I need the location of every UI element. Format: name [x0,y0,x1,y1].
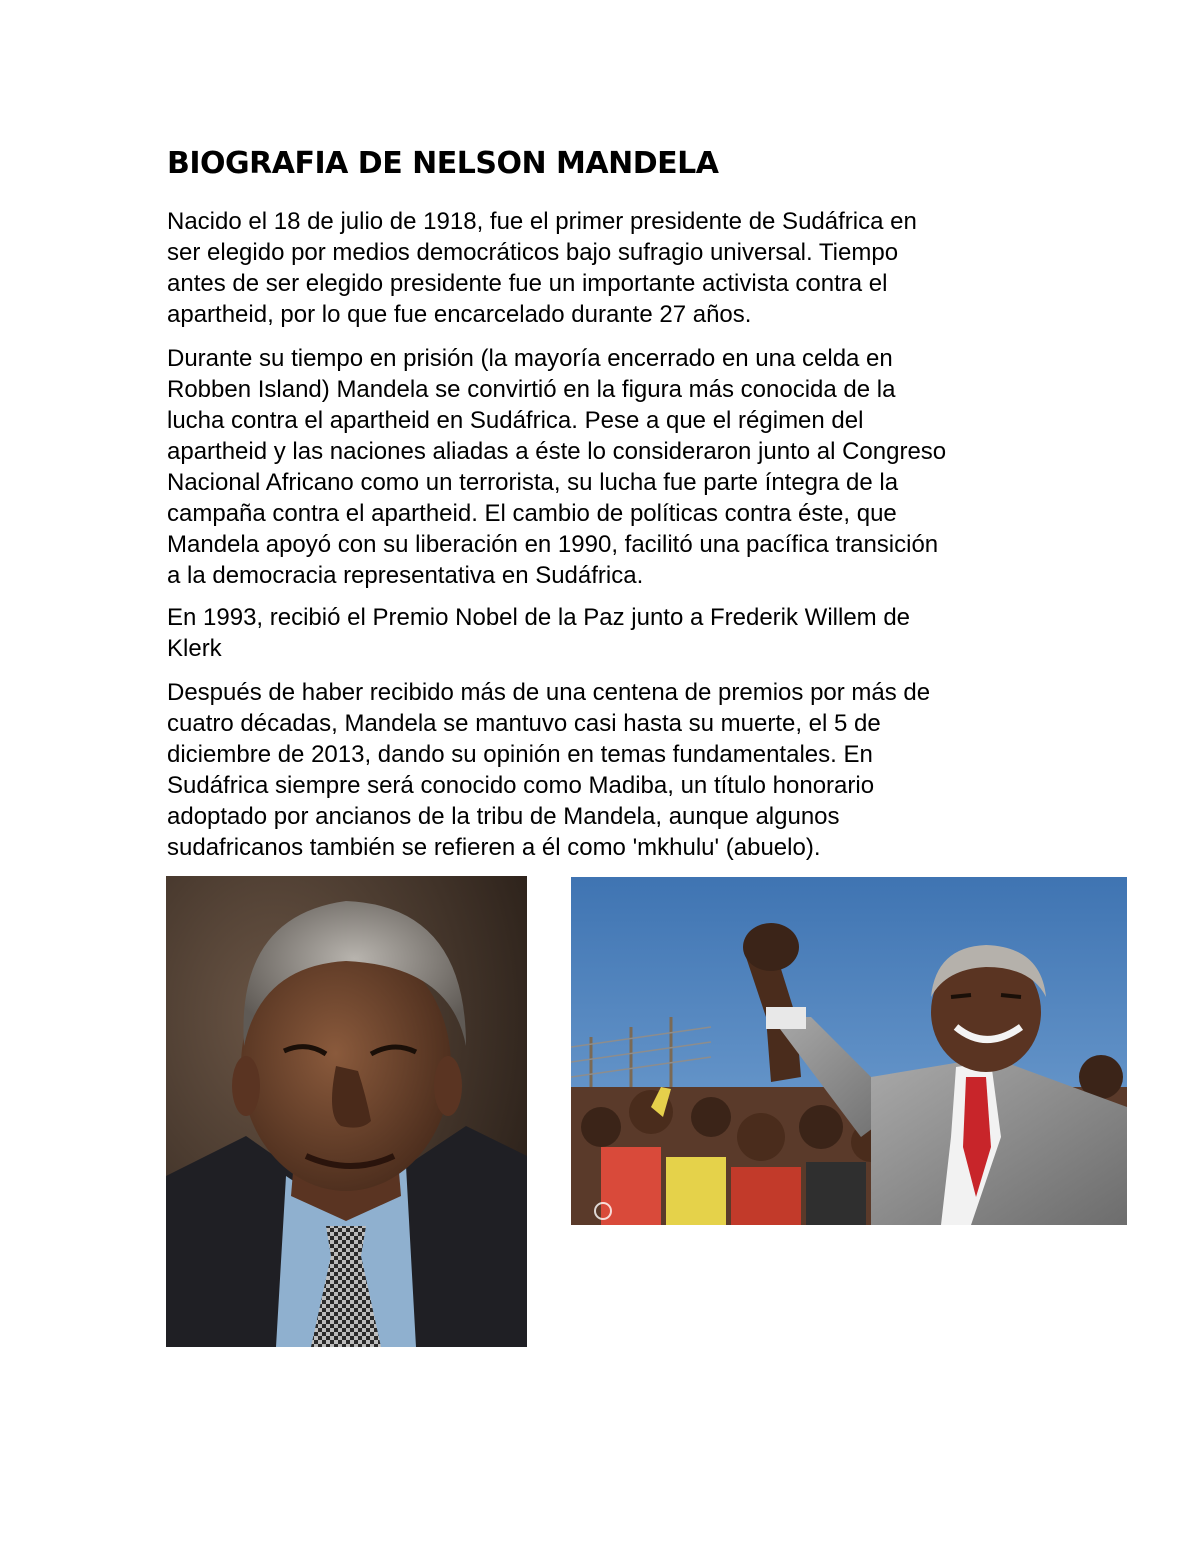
portrait-illustration [166,876,527,1347]
portrait-photo [166,876,527,1347]
rally-illustration [571,877,1127,1225]
paragraph-nobel: En 1993, recibió el Premio Nobel de la Paz junto a Frederik Willem de Klerk [167,604,911,662]
document-title: BIOGRAFIA DE NELSON MANDELA [167,146,719,181]
paragraph-legacy: Después de haber recibido más de una centena de premios por más de cuatro décadas, Mandela se mantuvo casi hasta su muerte, el 5 de diciembre de 2013, dando su opinión en temas fundamentales. En Sudáfrica siempre será conocido como Madiba, un título honorario adoptado por ancianos de la tribu de Mandela, aunque algunos sudafricanos también se refieren a él como 'mkhulu' (abuelo). [167,679,931,861]
paragraph-birth: Nacido el 18 de julio de 1918, fue el primer presidente de Sudáfrica en ser elegido por medios democráticos bajo sufragio universal. Tiempo antes de ser elegido presidente fue un importante activista contra el apartheid, por lo que fue encarcelado durante 27 años. [167,208,917,328]
rally-photo [571,877,1127,1225]
paragraph-prison: Durante su tiempo en prisión (la mayoría encerrado en una celda en Robben Island) Mandela se convirtió en la figura más conocida de la lucha contra el apartheid en Sudáfrica. Pese a que el régimen del apartheid y las naciones aliadas a éste lo consideraron junto al Congreso Nacional Africano como un terrorista, su lucha fue parte íntegra de la campaña contra el apartheid. El cambio de políticas contra éste, que Mandela apoyó con su liberación en 1990, facilitó una pacífica transición a la democracia representativa en Sudáfrica. [167,345,947,589]
